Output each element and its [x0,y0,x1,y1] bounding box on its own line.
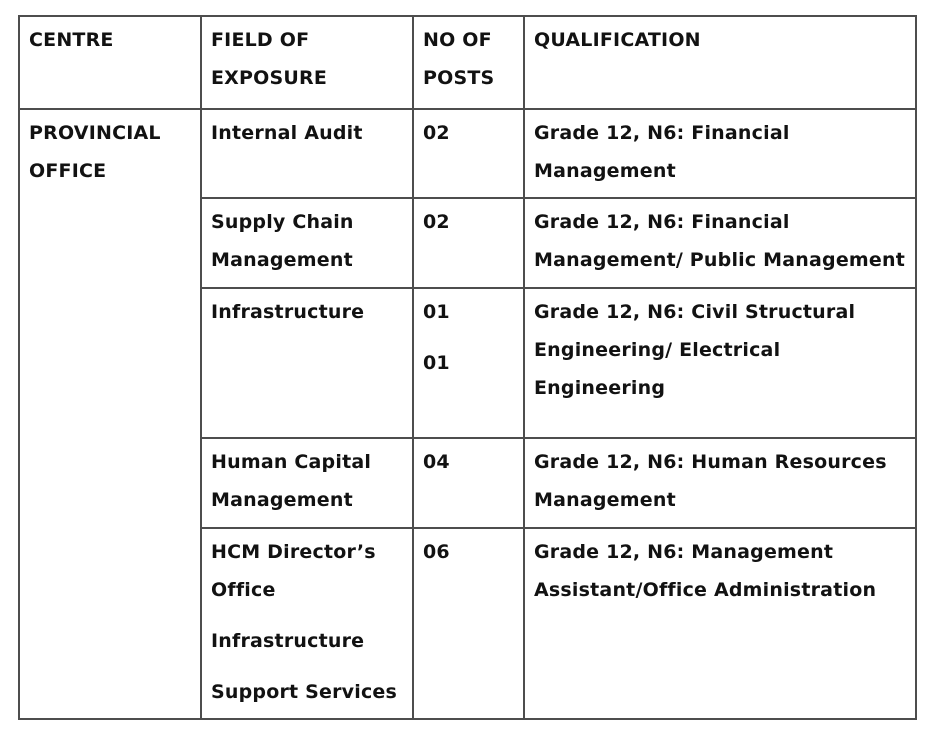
field-text [211,203,404,279]
field-line: Support Services [211,681,398,703]
header-line: EXPOSURE [211,67,328,89]
posts-text [423,114,515,152]
posts-cell [413,109,524,198]
col-header-field-of-exposure [201,16,413,109]
qualification-text [534,114,907,190]
field-text [211,533,404,609]
field-line: Supply Chain [211,211,354,233]
qualification-text [534,533,907,609]
qualification-line: Engineering/ Electrical [534,339,781,361]
field-text [211,114,404,152]
posts-value: 01 [423,301,450,323]
header-line: FIELD OF [211,29,310,51]
header-line: NO OF [423,29,492,51]
posts-cell [413,198,524,288]
field-cell [201,288,413,438]
field-line: Human Capital [211,451,372,473]
field-text [211,622,404,660]
header-line: POSTS [423,67,495,89]
qualification-cell [524,109,916,198]
centre-text [29,114,192,190]
header-line: CENTRE [29,29,114,51]
qualification-line: Management [534,160,676,182]
posts-text [423,293,515,331]
header-text [534,21,907,59]
centre-cell-provincial-office [19,109,201,719]
qualification-line: Grade 12, N6: Management [534,541,834,563]
centre-line: PROVINCIAL [29,122,161,144]
col-header-qualification [524,16,916,109]
col-header-no-of-posts [413,16,524,109]
posts-value: 04 [423,451,450,473]
posts-text [423,533,515,571]
qualification-line: Grade 12, N6: Civil Structural [534,301,856,323]
qualification-cell [524,198,916,288]
posts-value: 06 [423,541,450,563]
header-text [211,21,404,97]
field-cell [201,109,413,198]
col-header-centre [19,16,201,109]
qualification-text [534,293,907,407]
field-line: Management [211,489,353,511]
field-line: HCM Director’s [211,541,376,563]
qualification-cell [524,438,916,528]
field-line: Management [211,249,353,271]
qualification-text [534,443,907,519]
qualification-cell [524,528,916,719]
qualification-line: Management/ Public Management [534,249,906,271]
qualification-text [534,203,907,279]
posts-text [423,344,515,382]
header-text [423,21,515,97]
field-text [211,293,404,331]
qualification-line: Engineering [534,377,666,399]
posts-cell [413,288,524,438]
field-line: Infrastructure [211,630,365,652]
qualification-line: Assistant/Office Administration [534,579,877,601]
field-cell [201,198,413,288]
qualification-line: Grade 12, N6: Financial [534,211,790,233]
header-line: QUALIFICATION [534,29,701,51]
qualification-cell [524,288,916,438]
field-line: Infrastructure [211,301,365,323]
vacancies-table [18,15,917,720]
qualification-line: Grade 12, N6: Financial [534,122,790,144]
posts-cell [413,528,524,719]
posts-value: 01 [423,352,450,374]
field-cell [201,528,413,719]
field-text [211,443,404,519]
qualification-line: Management [534,489,676,511]
posts-text [423,203,515,241]
field-line: Internal Audit [211,122,363,144]
field-line: Office [211,579,276,601]
field-text [211,673,404,711]
posts-cell [413,438,524,528]
header-row [19,16,916,109]
qualification-line: Grade 12, N6: Human Resources [534,451,887,473]
posts-text [423,443,515,481]
posts-value: 02 [423,211,450,233]
centre-line: OFFICE [29,160,107,182]
field-cell [201,438,413,528]
header-text [29,21,192,59]
table-row [19,109,916,198]
posts-value: 02 [423,122,450,144]
